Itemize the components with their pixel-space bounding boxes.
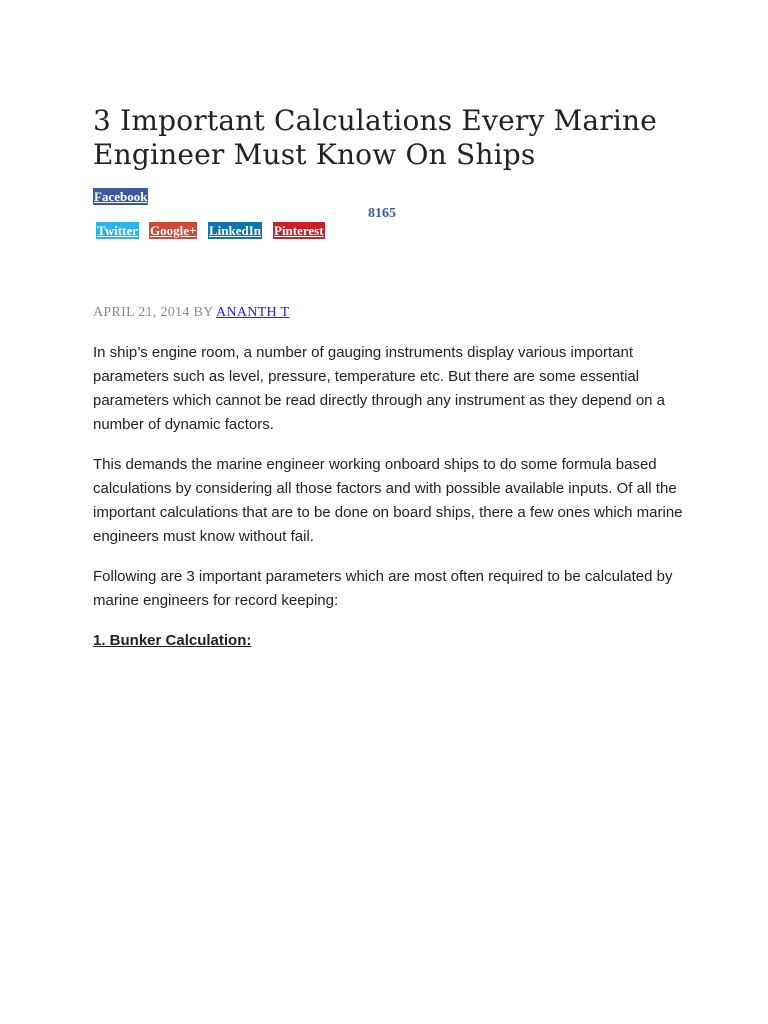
- author-link[interactable]: ANANTH T: [216, 305, 290, 320]
- post-date: APRIL 21, 2014: [93, 305, 190, 320]
- linkedin-share-button[interactable]: LinkedIn: [209, 223, 262, 238]
- pinterest-share-button[interactable]: Pinterest: [274, 223, 324, 238]
- post-by-label: BY: [193, 305, 213, 320]
- paragraph-parameters: Following are 3 important parameters which are most often required to be calculated by marine engineers for record keeping:: [93, 568, 673, 609]
- paragraph-intro: In ship’s engine room, a number of gauging instruments display various important parameters such as level, pressure, temperature etc. But there are some essential parameters which cannot be read directly through any instrument as they depend on a number of dynamic factors.: [93, 344, 666, 433]
- twitter-share-button[interactable]: Twitter: [97, 223, 138, 238]
- paragraph-calculations: This demands the marine engineer working onboard ships to do some formula based calculations by considering all those factors and with possible available inputs. Of all the important calculations that are to be done on board ships, there a few ones which marine engineers must know without fail.: [93, 456, 683, 545]
- section-heading-bunker: 1. Bunker Calculation:: [93, 632, 252, 649]
- share-count: 8165: [368, 206, 396, 221]
- article-title: 3 Important Calculations Every Marine Engineer Must Know On Ships: [93, 104, 658, 171]
- google-plus-share-button[interactable]: Google+: [150, 223, 197, 238]
- post-meta: [93, 305, 289, 321]
- facebook-share-button[interactable]: Facebook: [94, 189, 148, 204]
